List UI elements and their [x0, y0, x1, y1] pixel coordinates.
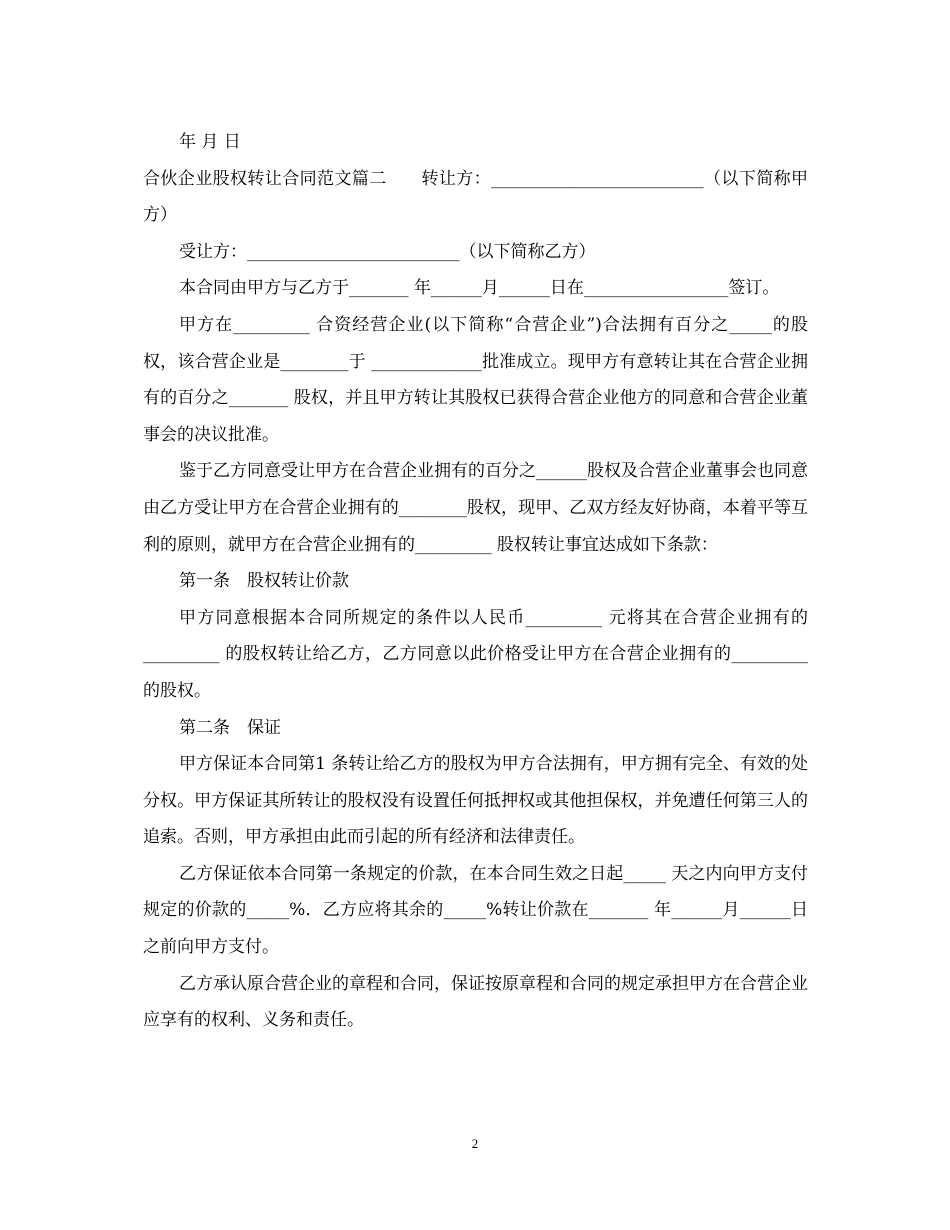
document-body [143, 124, 808, 1039]
article-1-body: 甲方同意根据本合同所规定的条件以人民币_________ 元将其在合营企业拥有的_________ 的股权转让给乙方，乙方同意以此价格受让甲方在合营企业拥有的_________ 的股权。 [143, 607, 808, 701]
article-2-body-1: 甲方保证本合同第1 条转让给乙方的股权为甲方合法拥有，甲方拥有完全、有效的处分权。甲方保证其所转让的股权没有设置任何抵押权或其他担保权，并免遭任何第三人的追索。否则，甲方承担由此而引起的所有经济和法律责任。 [143, 754, 808, 848]
background-paragraph-2: 鉴于乙方同意受让甲方在合营企业拥有的百分之______股权及合营企业董事会也同意由乙方受让甲方在合营企业拥有的________股权，现甲、乙双方经友好协商，本着平等互利的原则，就甲方在合营企业拥有的_________ 股权转让事宜达成如下条款： [143, 461, 808, 555]
date-line: 年 月 日 [179, 132, 241, 152]
signing-paragraph: 本合同由甲方与乙方于_______ 年______月______日在_________________签订。 [179, 278, 780, 299]
background-paragraph-1: 甲方在_________ 合资经营企业(以下简称“合营企业”)合法拥有百分之_____的股权，该合营企业是________于 _____________批准成立。现甲方有意转让其在合营企业拥有的百分之_______ 股权，并且甲方转让其股权已获得合营企业他方的同意和合营企业董事会的决议批准。 [143, 314, 808, 445]
page-number: 2 [471, 1136, 479, 1151]
article-2-body-2: 乙方保证依本合同第一条规定的价款，在本合同生效之日起_____ 天之内向甲方支付规定的价款的_____%．乙方应将其余的_____%转让价款在_______ 年______月______日之前向甲方支付。 [143, 863, 808, 958]
title-and-transferor: 合伙企业股权转让合同范文篇二 转让方：_________________________（以下简称甲方） [143, 168, 808, 226]
article-2-heading: 第二条 保证 [179, 717, 281, 738]
article-1-heading: 第一条 股权转让价款 [179, 571, 349, 592]
article-2-body-3: 乙方承认原合营企业的章程和合同，保证按原章程和合同的规定承担甲方在合营企业应享有的权利、义务和责任。 [143, 973, 808, 1031]
transferee-line: 受让方：_________________________（以下简称乙方） [179, 241, 596, 262]
